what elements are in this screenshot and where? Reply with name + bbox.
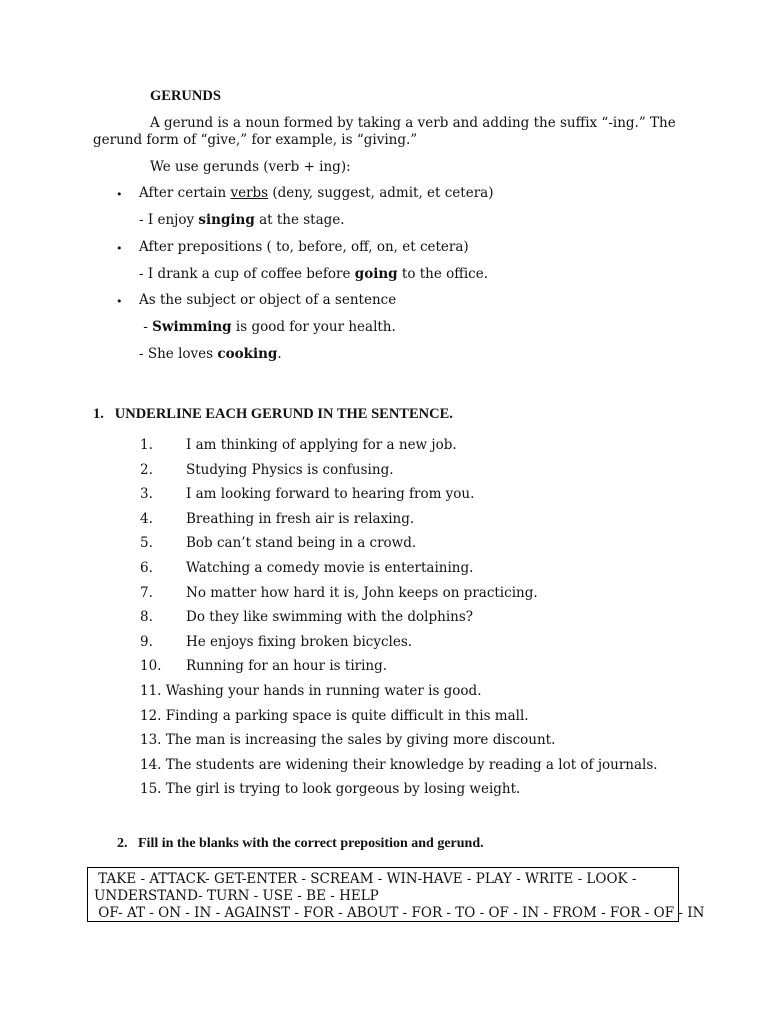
- bullet-icon: •: [116, 188, 123, 201]
- intro-line-1: A gerund is a noun formed by taking a verb and adding the suffix “-ing.” The: [150, 115, 676, 131]
- example-going: [139, 266, 488, 282]
- word-bank-verbs-line-1: TAKE - ATTACK- GET-ENTER - SCREAM - WIN-HAVE - PLAY - WRITE - LOOK -: [94, 871, 637, 887]
- item-number: 1.: [140, 437, 153, 453]
- example-text-tail: .: [277, 346, 282, 362]
- bullet-icon: •: [116, 242, 123, 255]
- item-text: Studying Physics is confusing.: [186, 461, 394, 478]
- item-text: Breathing in fresh air is relaxing.: [186, 510, 415, 527]
- example-singing: [139, 212, 345, 228]
- item-text: Watching a comedy movie is entertaining.: [186, 560, 474, 576]
- page-title: GERUNDS: [150, 88, 221, 104]
- rule-after-prepositions: After prepositions ( to, before, off, on, et cetera): [139, 239, 469, 255]
- item-text: Bob can’t stand being in a crowd.: [186, 535, 417, 552]
- item-number: 2.: [140, 461, 153, 478]
- example-text: - I drank a cup of coffee before: [139, 266, 355, 282]
- example-text-tail: is good for your health.: [231, 319, 396, 335]
- example-text-tail: at the stage.: [254, 212, 345, 228]
- use-gerunds-line: We use gerunds (verb + ing):: [150, 159, 351, 175]
- example-gerund: singing: [198, 212, 255, 228]
- item-text: No matter how hard it is, John keeps on practicing.: [186, 584, 538, 601]
- example-text: -: [139, 319, 153, 335]
- example-text: - She loves: [139, 346, 218, 362]
- item-number: 5.: [140, 535, 153, 552]
- rule-subject-object: As the subject or object of a sentence: [139, 292, 397, 308]
- rule-text: After certain: [139, 185, 231, 201]
- list-item: 12. Finding a parking space is quite difficult in this mall.: [140, 707, 529, 724]
- item-number: 3.: [140, 486, 153, 503]
- rule-text-tail: (deny, suggest, admit, et cetera): [268, 185, 494, 201]
- word-bank-verbs-line-2: UNDERSTAND- TURN - USE - BE - HELP: [94, 888, 379, 904]
- list-item: 11. Washing your hands in running water is good.: [140, 683, 482, 699]
- rule-underlined-word: verbs: [230, 185, 269, 201]
- exercise-2-heading: 2. Fill in the blanks with the correct preposition and gerund.: [117, 836, 484, 851]
- exercise-1-heading: 1. UNDERLINE EACH GERUND IN THE SENTENCE.: [93, 406, 453, 422]
- item-text: Do they like swimming with the dolphins?: [186, 609, 474, 626]
- bullet-icon: •: [116, 295, 123, 308]
- list-item: 14. The students are widening their knowledge by reading a lot of journals.: [140, 756, 658, 773]
- word-bank-box: [87, 867, 705, 922]
- example-swimming: [139, 319, 396, 335]
- item-number: 4.: [140, 510, 153, 527]
- list-item: 15. The girl is trying to look gorgeous by losing weight.: [140, 781, 521, 798]
- example-gerund: Swimming: [152, 319, 232, 335]
- list-item: 13. The man is increasing the sales by giving more discount.: [140, 732, 556, 749]
- item-text: I am thinking of applying for a new job.: [186, 437, 457, 453]
- item-number: 7.: [140, 584, 153, 601]
- item-number: 6.: [140, 560, 153, 576]
- word-bank-prepositions-line: OF- AT - ON - IN - AGAINST - FOR - ABOUT - FOR - TO - OF - IN - FROM - FOR - OF - IN: [94, 905, 705, 921]
- example-text-tail: to the office.: [397, 266, 489, 282]
- example-text: - I enjoy: [139, 212, 199, 228]
- example-gerund: going: [354, 266, 398, 282]
- item-number: 9.: [140, 633, 153, 650]
- item-number: 8.: [140, 609, 153, 626]
- example-gerund: cooking: [217, 346, 278, 362]
- item-text: I am looking forward to hearing from you.: [186, 486, 475, 503]
- item-text: He enjoys fixing broken bicycles.: [186, 633, 413, 650]
- intro-line-2: gerund form of “give,” for example, is “giving.”: [93, 132, 418, 148]
- item-text: Running for an hour is tiring.: [186, 658, 388, 675]
- example-cooking: [139, 346, 282, 362]
- rule-after-verbs: [139, 185, 493, 201]
- item-number: 10.: [140, 658, 162, 675]
